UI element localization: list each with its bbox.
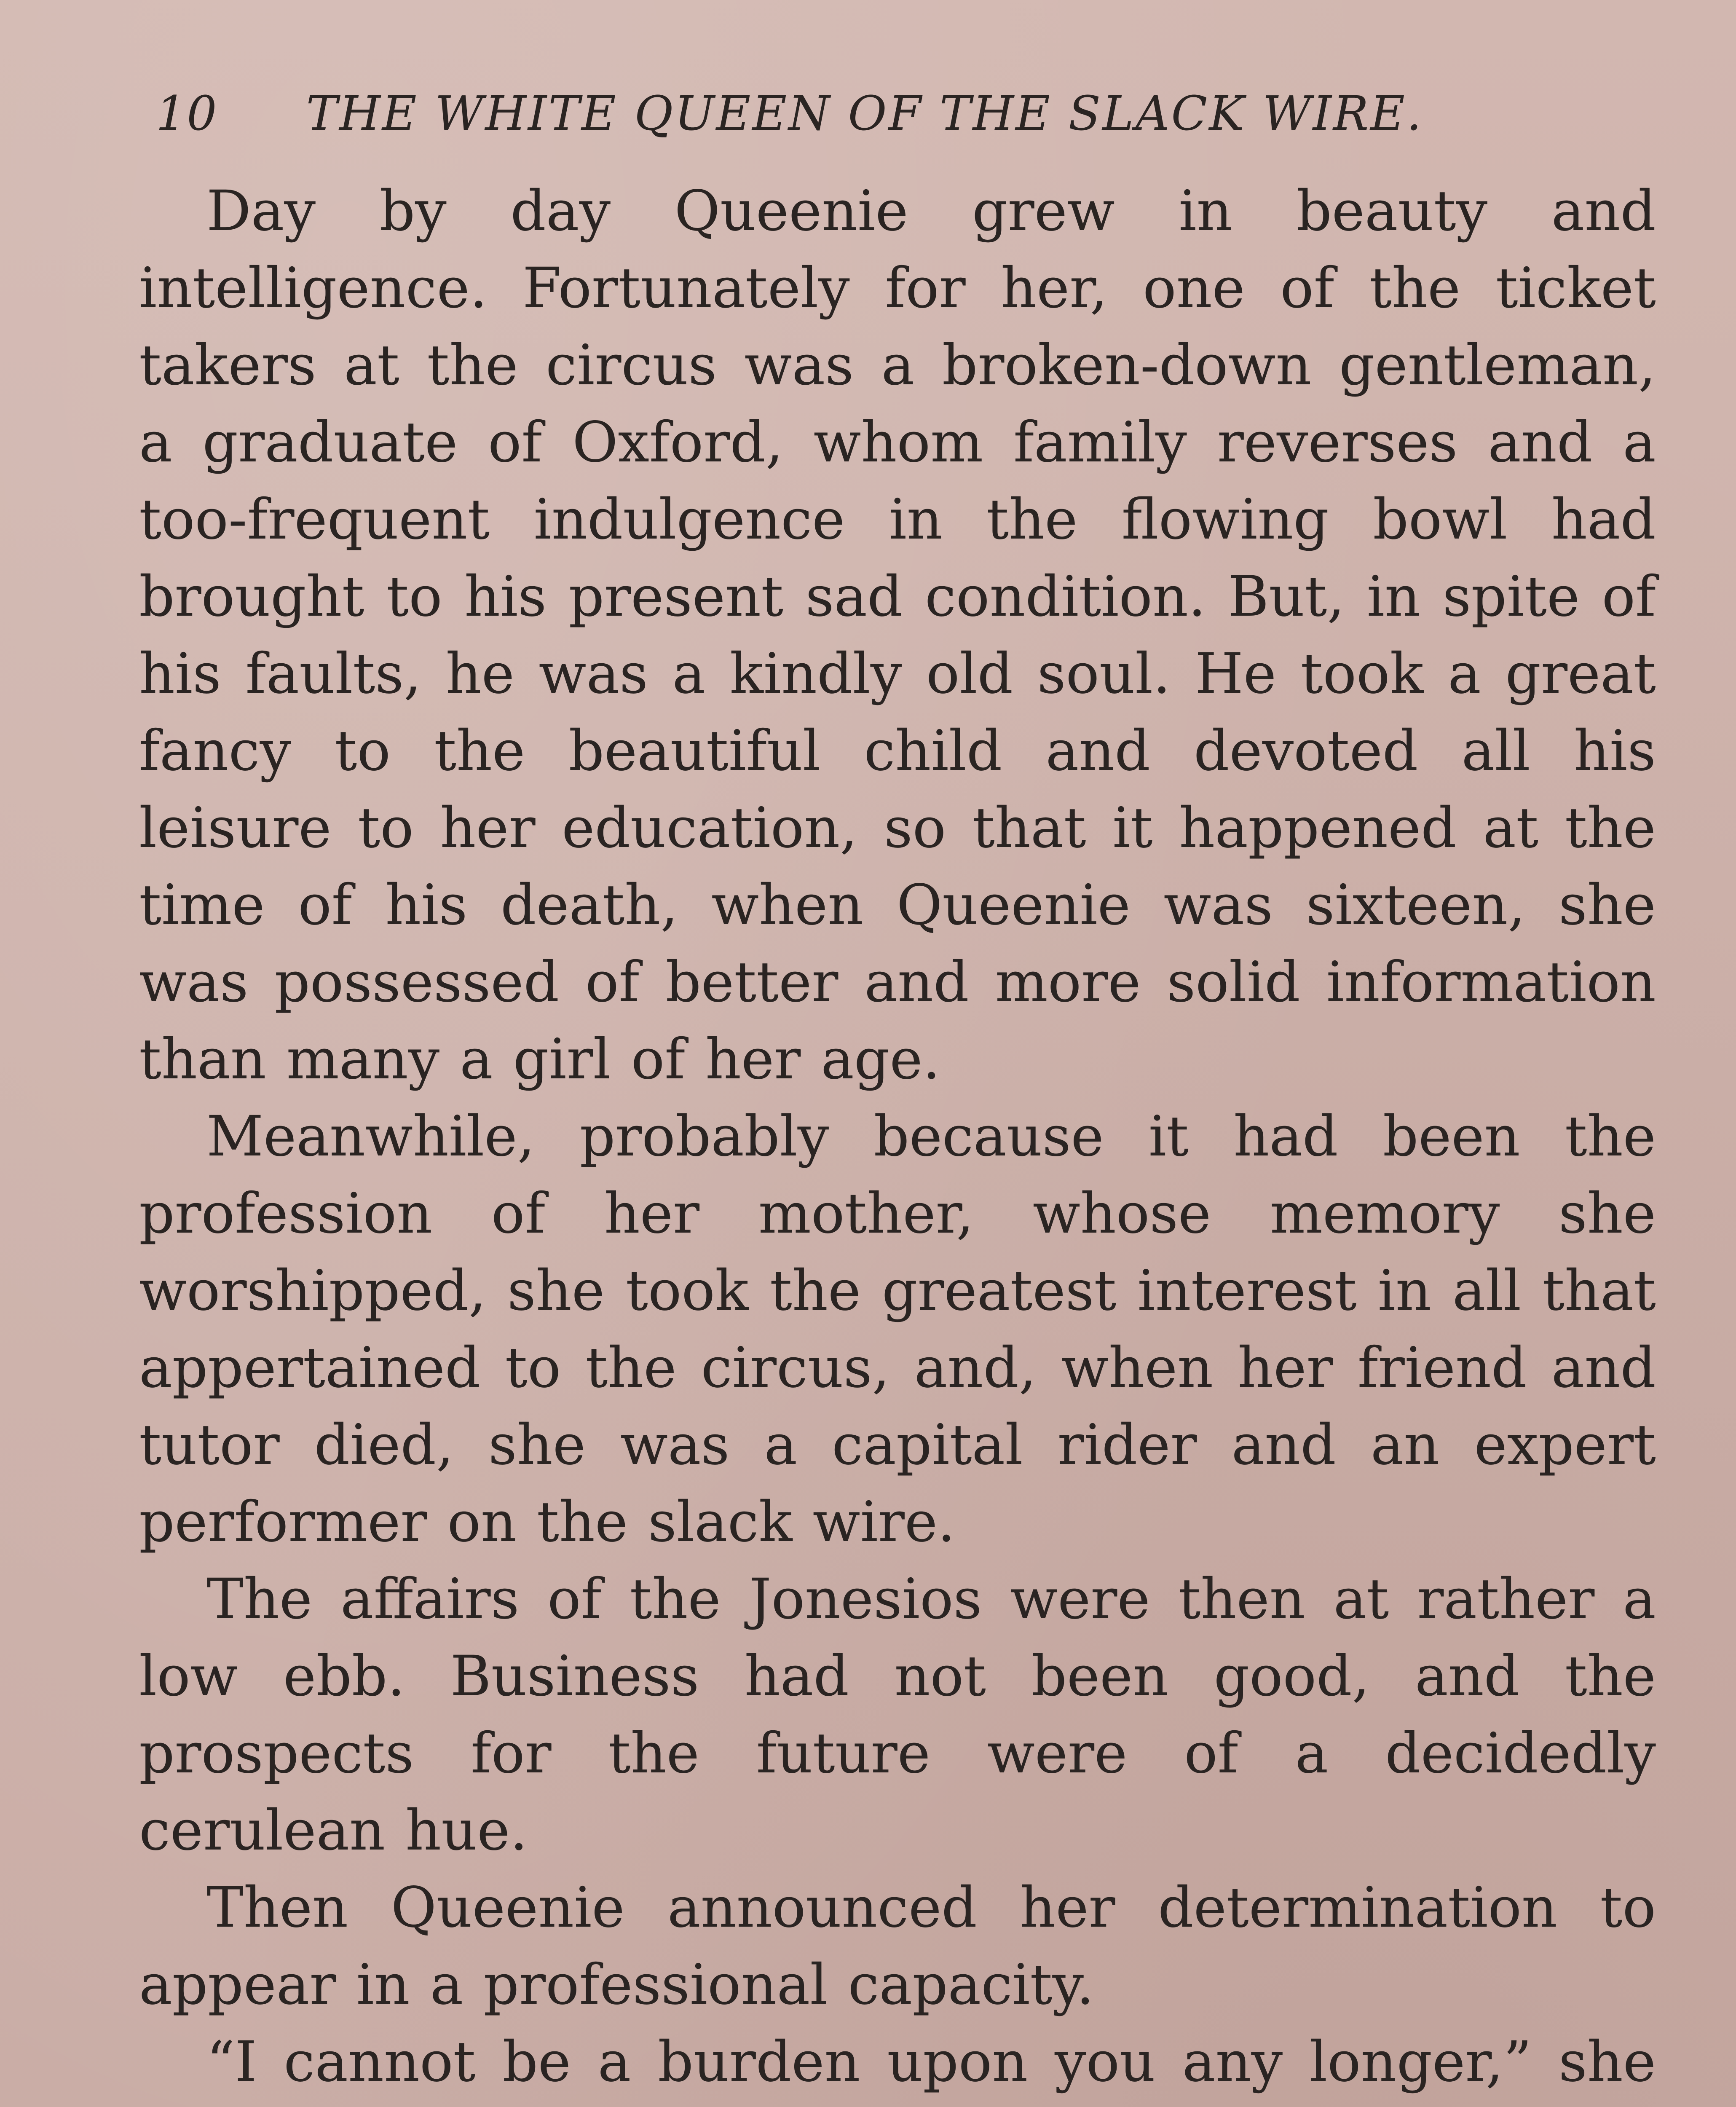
page-number: 10: [156, 86, 218, 141]
paragraph-1: Day by day Queenie grew in beauty and intelligence. Fortunately for her, one of the ticket takers at the circus was a broken-down gentleman, a graduate of Oxford, whom family reverses and a too-frequent indulgence in the flowing bowl had brought to his present sad condition. But, in spite of his faults, he was a kindly old soul. He took a great fancy to the beautiful child and devoted all his leisure to her education, so that it happened at the time of his death, when Queenie was sixteen, she was possessed of better and more solid information than many a girl of her age.: [139, 179, 1656, 1092]
paragraph-2: Meanwhile, probably because it had been the profession of her mother, whose memory she worshipped, she took the greatest interest in all that appertained to the circus, and, when her friend and tutor died, she was a capital rider and an expert performer on the slack wire.: [139, 1104, 1656, 1555]
paragraph-4: Then Queenie announced her determination to appear in a professional capacity.: [139, 1875, 1656, 2017]
running-title: THE WHITE QUEEN OF THE SLACK WIRE.: [306, 86, 1423, 141]
book-page: [139, 84, 1656, 2107]
body-text: [139, 173, 1656, 2107]
running-head: [156, 84, 1656, 143]
paragraph-3: The affairs of the Jonesios were then at rather a low ebb. Business had not been good, and the prospects for the future were of a decidedly cerulean hue.: [139, 1567, 1656, 1863]
paragraph-5: “I cannot be a burden upon you any longer,” she: [206, 2029, 1656, 2094]
